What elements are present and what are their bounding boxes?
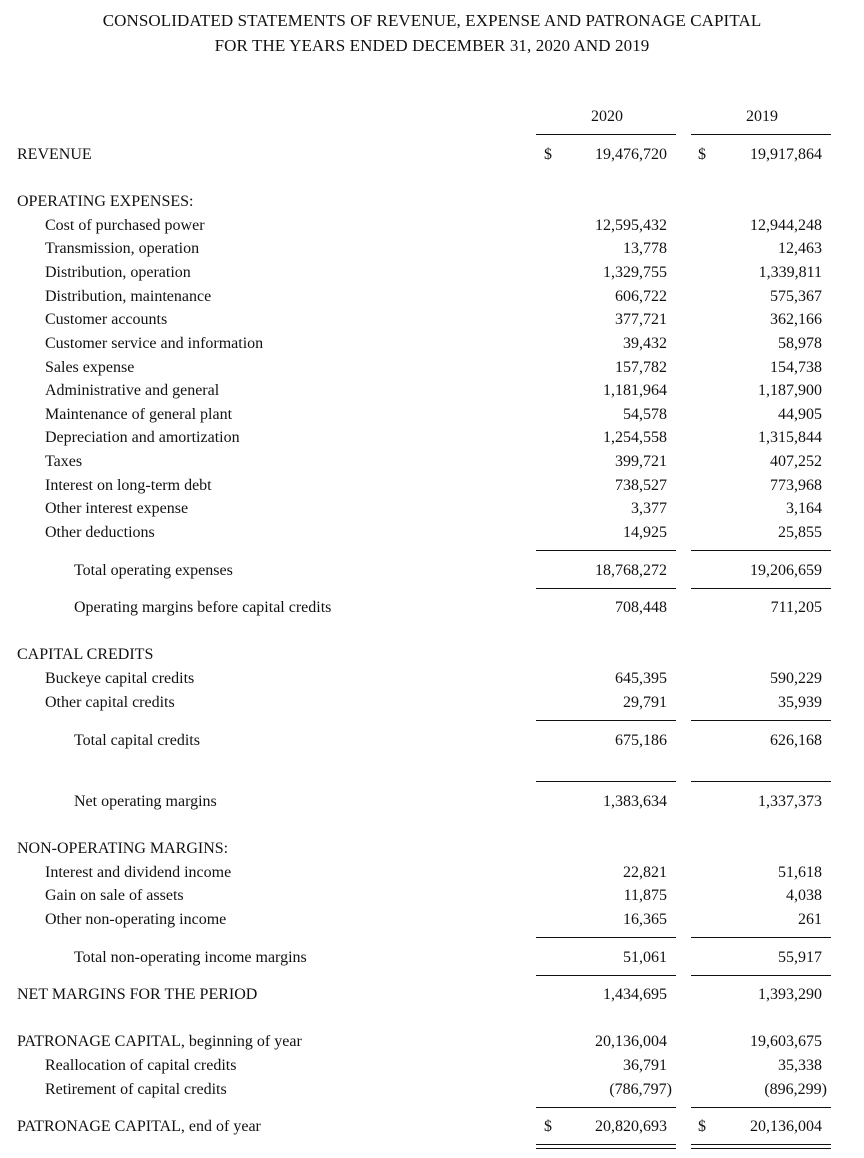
revenue-2019: 19,917,864 [750,146,822,163]
expense-row [0,429,864,451]
non-operating-2020: 11,875 [623,887,667,904]
expense-row [0,406,864,428]
expense-row [0,264,864,286]
subtotal-rule-2019 [691,1107,831,1108]
expense-row [0,335,864,357]
revenue-2020: 19,476,720 [595,146,667,163]
capital-credit-row [0,694,864,716]
patronage-beginning-2020: 20,136,004 [595,1033,667,1050]
expense-label: Taxes [45,453,83,470]
year-2020-header: 2020 [591,108,623,125]
dollar-sign: $ [698,1118,706,1135]
expense-label: Transmission, operation [45,240,200,257]
expense-label: Other deductions [45,524,155,541]
capital-credit-2019: 35,939 [778,694,822,711]
expense-row [0,500,864,522]
operating-margins-before-2019: 711,205 [770,599,822,616]
expense-label: Administrative and general [45,382,220,399]
total-rule-2019 [691,975,831,976]
operating-margins-before-2020: 708,448 [615,599,667,616]
expense-2019: 25,855 [778,524,822,541]
non-operating-2020: 16,365 [623,911,667,928]
non-operating-label: Other non-operating income [45,911,227,928]
subtotal-rule-2020 [536,720,676,721]
non-operating-heading-row [0,840,864,862]
expense-2020: 12,595,432 [595,217,667,234]
capital-credit-2020: 29,791 [623,694,667,711]
expense-2019: 575,367 [770,288,822,305]
expense-2020: 13,778 [623,240,667,257]
expense-2020: 1,181,964 [603,382,667,399]
total-non-operating-2020: 51,061 [623,949,667,966]
total-rule-2020 [536,588,676,589]
non-operating-row [0,887,864,909]
operating-margins-before-row [0,599,864,621]
non-operating-2020: 22,821 [623,864,667,881]
expense-2020: 606,722 [615,288,667,305]
expense-2019: 12,463 [778,240,822,257]
patronage-beginning-row [0,1033,864,1055]
net-operating-margins-2020: 1,383,634 [603,793,667,810]
net-margins-row [0,986,864,1008]
expense-2020: 377,721 [615,311,667,328]
expense-2020: 1,329,755 [603,264,667,281]
year-2019-header: 2019 [746,108,778,125]
expense-2019: 3,164 [786,500,822,517]
total-operating-expenses-label: Total operating expenses [74,562,233,579]
revenue-label: REVENUE [17,146,92,163]
subtotal-rule-2019 [691,720,831,721]
expense-2019: 407,252 [770,453,822,470]
expense-label: Other interest expense [45,500,189,517]
expense-label: Maintenance of general plant [45,406,233,423]
capital-credit-2019: 590,229 [770,670,822,687]
non-operating-heading: NON-OPERATING MARGINS: [17,840,229,857]
expense-row [0,477,864,499]
net-margins-2020: 1,434,695 [603,986,667,1003]
expense-2020: 39,432 [623,335,667,352]
capital-credits-heading-row [0,646,864,668]
patronage-end-2020: 20,820,693 [595,1118,667,1135]
expense-label: Distribution, operation [45,264,191,281]
expense-2019: 773,968 [770,477,822,494]
expense-2019: 1,339,811 [758,264,822,281]
expense-row [0,217,864,239]
operating-expenses-heading-row [0,193,864,215]
total-non-operating-row [0,949,864,971]
total-rule-2019 [691,781,831,782]
subtotal-rule-2020 [536,1107,676,1108]
subtotal-rule-2019 [691,550,831,551]
total-non-operating-2019: 55,917 [778,949,822,966]
expense-row [0,288,864,310]
total-capital-credits-2019: 626,168 [770,732,822,749]
expense-row [0,453,864,475]
expense-label: Distribution, maintenance [45,288,212,305]
non-operating-row [0,864,864,886]
non-operating-row [0,911,864,933]
expense-2020: 157,782 [615,359,667,376]
expense-2019: 44,905 [778,406,822,423]
expense-2019: 362,166 [770,311,822,328]
total-operating-expenses-2019: 19,206,659 [750,562,822,579]
total-operating-expenses-row [0,562,864,584]
expense-2019: 1,315,844 [758,429,822,446]
patronage-item-label: Retirement of capital credits [45,1081,227,1098]
expense-2020: 54,578 [623,406,667,423]
total-non-operating-label: Total non-operating income margins [74,949,307,966]
non-operating-2019: 51,618 [778,864,822,881]
statement-period: FOR THE YEARS ENDED DECEMBER 31, 2020 AND 2019 [214,36,650,55]
capital-credit-2020: 645,395 [615,670,667,687]
dollar-sign: $ [698,146,706,163]
operating-expenses-heading: OPERATING EXPENSES: [17,193,194,210]
expense-label: Interest on long-term debt [45,477,212,494]
non-operating-2019: 261 [798,911,822,928]
net-operating-margins-label: Net operating margins [74,793,217,810]
patronage-beginning-label: PATRONAGE CAPITAL, beginning of year [17,1033,302,1050]
patronage-end-2019: 20,136,004 [750,1118,822,1135]
capital-credit-row [0,670,864,692]
total-capital-credits-2020: 675,186 [615,732,667,749]
patronage-beginning-2019: 19,603,675 [750,1033,822,1050]
double-rule-2019 [691,1144,831,1149]
expense-row [0,359,864,381]
expense-2020: 3,377 [631,500,667,517]
double-rule-2020 [536,1144,676,1149]
total-rule-2019 [691,588,831,589]
operating-margins-before-label: Operating margins before capital credits [74,599,332,616]
non-operating-2019: 4,038 [786,887,822,904]
expense-label: Cost of purchased power [45,217,205,234]
header-rule-2019 [691,134,831,135]
patronage-item-2019: 35,338 [778,1057,822,1074]
capital-credits-heading: CAPITAL CREDITS [17,646,154,663]
expense-row [0,524,864,546]
expense-2019: 58,978 [778,335,822,352]
expense-2020: 399,721 [615,453,667,470]
subtotal-rule-2019 [691,937,831,938]
expense-2020: 738,527 [615,477,667,494]
dollar-sign: $ [544,146,552,163]
total-rule-2020 [536,975,676,976]
patronage-end-row [0,1118,864,1140]
total-operating-expenses-2020: 18,768,272 [595,562,667,579]
net-operating-margins-2019: 1,337,373 [758,793,822,810]
statement-title: CONSOLIDATED STATEMENTS OF REVENUE, EXPENSE AND PATRONAGE CAPITAL [102,11,762,30]
net-operating-margins-row [0,793,864,815]
expense-label: Customer service and information [45,335,264,352]
expense-row [0,240,864,262]
patronage-item-row [0,1057,864,1079]
total-rule-2020 [536,781,676,782]
dollar-sign: $ [544,1118,552,1135]
year-header-row [0,108,864,130]
patronage-item-label: Reallocation of capital credits [45,1057,237,1074]
capital-credit-label: Other capital credits [45,694,175,711]
capital-credit-label: Buckeye capital credits [45,670,195,687]
header-rule-2020 [536,134,676,135]
expense-2019: 154,738 [770,359,822,376]
patronage-item-2020: 36,791 [623,1057,667,1074]
patronage-item-2019: (896,299) [764,1081,827,1098]
expense-label: Customer accounts [45,311,168,328]
expense-row [0,382,864,404]
expense-label: Sales expense [45,359,135,376]
net-margins-label: NET MARGINS FOR THE PERIOD [17,986,258,1003]
patronage-end-label: PATRONAGE CAPITAL, end of year [17,1118,261,1135]
total-capital-credits-label: Total capital credits [74,732,200,749]
non-operating-label: Gain on sale of assets [45,887,184,904]
revenue-row [0,146,864,168]
subtotal-rule-2020 [536,550,676,551]
subtotal-rule-2020 [536,937,676,938]
patronage-item-row [0,1081,864,1103]
expense-2019: 1,187,900 [758,382,822,399]
expense-2020: 14,925 [623,524,667,541]
expense-2020: 1,254,558 [603,429,667,446]
expense-label: Depreciation and amortization [45,429,240,446]
total-capital-credits-row [0,732,864,754]
expense-row [0,311,864,333]
expense-2019: 12,944,248 [750,217,822,234]
patronage-item-2020: (786,797) [609,1081,672,1098]
net-margins-2019: 1,393,290 [758,986,822,1003]
non-operating-label: Interest and dividend income [45,864,232,881]
